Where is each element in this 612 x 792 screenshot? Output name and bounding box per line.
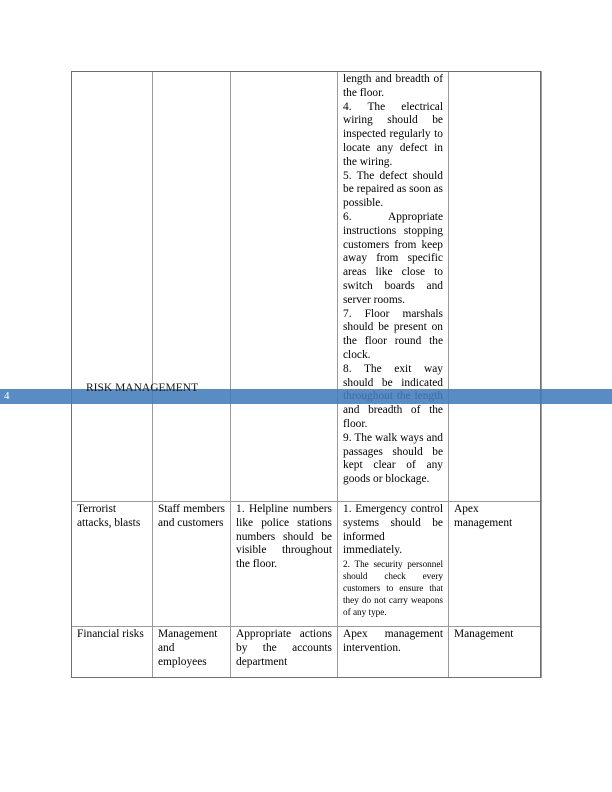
- step-item: Apex management intervention.: [343, 628, 443, 654]
- table-row: [72, 502, 542, 627]
- control-cell: Appropriate actions by the accounts department: [231, 627, 338, 678]
- risk-register-table: [71, 71, 542, 678]
- risk-cell: [72, 72, 153, 502]
- responsible-cell: Apex management: [449, 502, 542, 627]
- page-number: 4: [4, 390, 10, 402]
- responsible-cell: [449, 72, 542, 502]
- affected-cell: Staff members and customers: [153, 502, 231, 627]
- risk-cell: Financial risks: [72, 627, 153, 678]
- step-item: 9. The walk ways and passages should be kept clear of any goods or blockage.: [343, 431, 443, 486]
- table-row: [72, 72, 542, 502]
- responsible-cell: Management: [449, 627, 542, 678]
- step-item: 5. The defect should be repaired as soon as possible.: [343, 169, 443, 210]
- control-cell: 1. Helpline numbers like police stations numbers should be visible throughout the floor.: [231, 502, 338, 627]
- step-item: 1. Emergency control systems should be informed immediately.: [343, 503, 443, 557]
- affected-cell: Management and employees: [153, 627, 231, 678]
- risk-cell: Terrorist attacks, blasts: [72, 502, 153, 627]
- step-item: 8. The exit way should be indicated and breadth of the floor.: [343, 362, 443, 430]
- running-header-title: RISK MANAGEMENT: [86, 382, 199, 394]
- steps-cell: [338, 627, 449, 678]
- table-row: [72, 627, 542, 678]
- step-item: 7. Floor marshals should be present on the floor round the clock.: [343, 307, 443, 361]
- step-item: length and breadth of the floor.: [343, 73, 443, 99]
- steps-cell: [338, 502, 449, 627]
- affected-cell: [153, 72, 231, 502]
- step-item: 4. The electrical wiring should be inspected regularly to locate any defect in the wiring.: [343, 100, 443, 168]
- step-item: 6. Appropriate instructions stopping customers from keep away from specific areas like close to switch boards and server rooms.: [343, 210, 443, 306]
- control-cell: [231, 72, 338, 502]
- steps-cell: [338, 72, 449, 502]
- step-item: 2. The security personnel should check every customers to ensure that they do not carry weapons of any type.: [343, 559, 443, 618]
